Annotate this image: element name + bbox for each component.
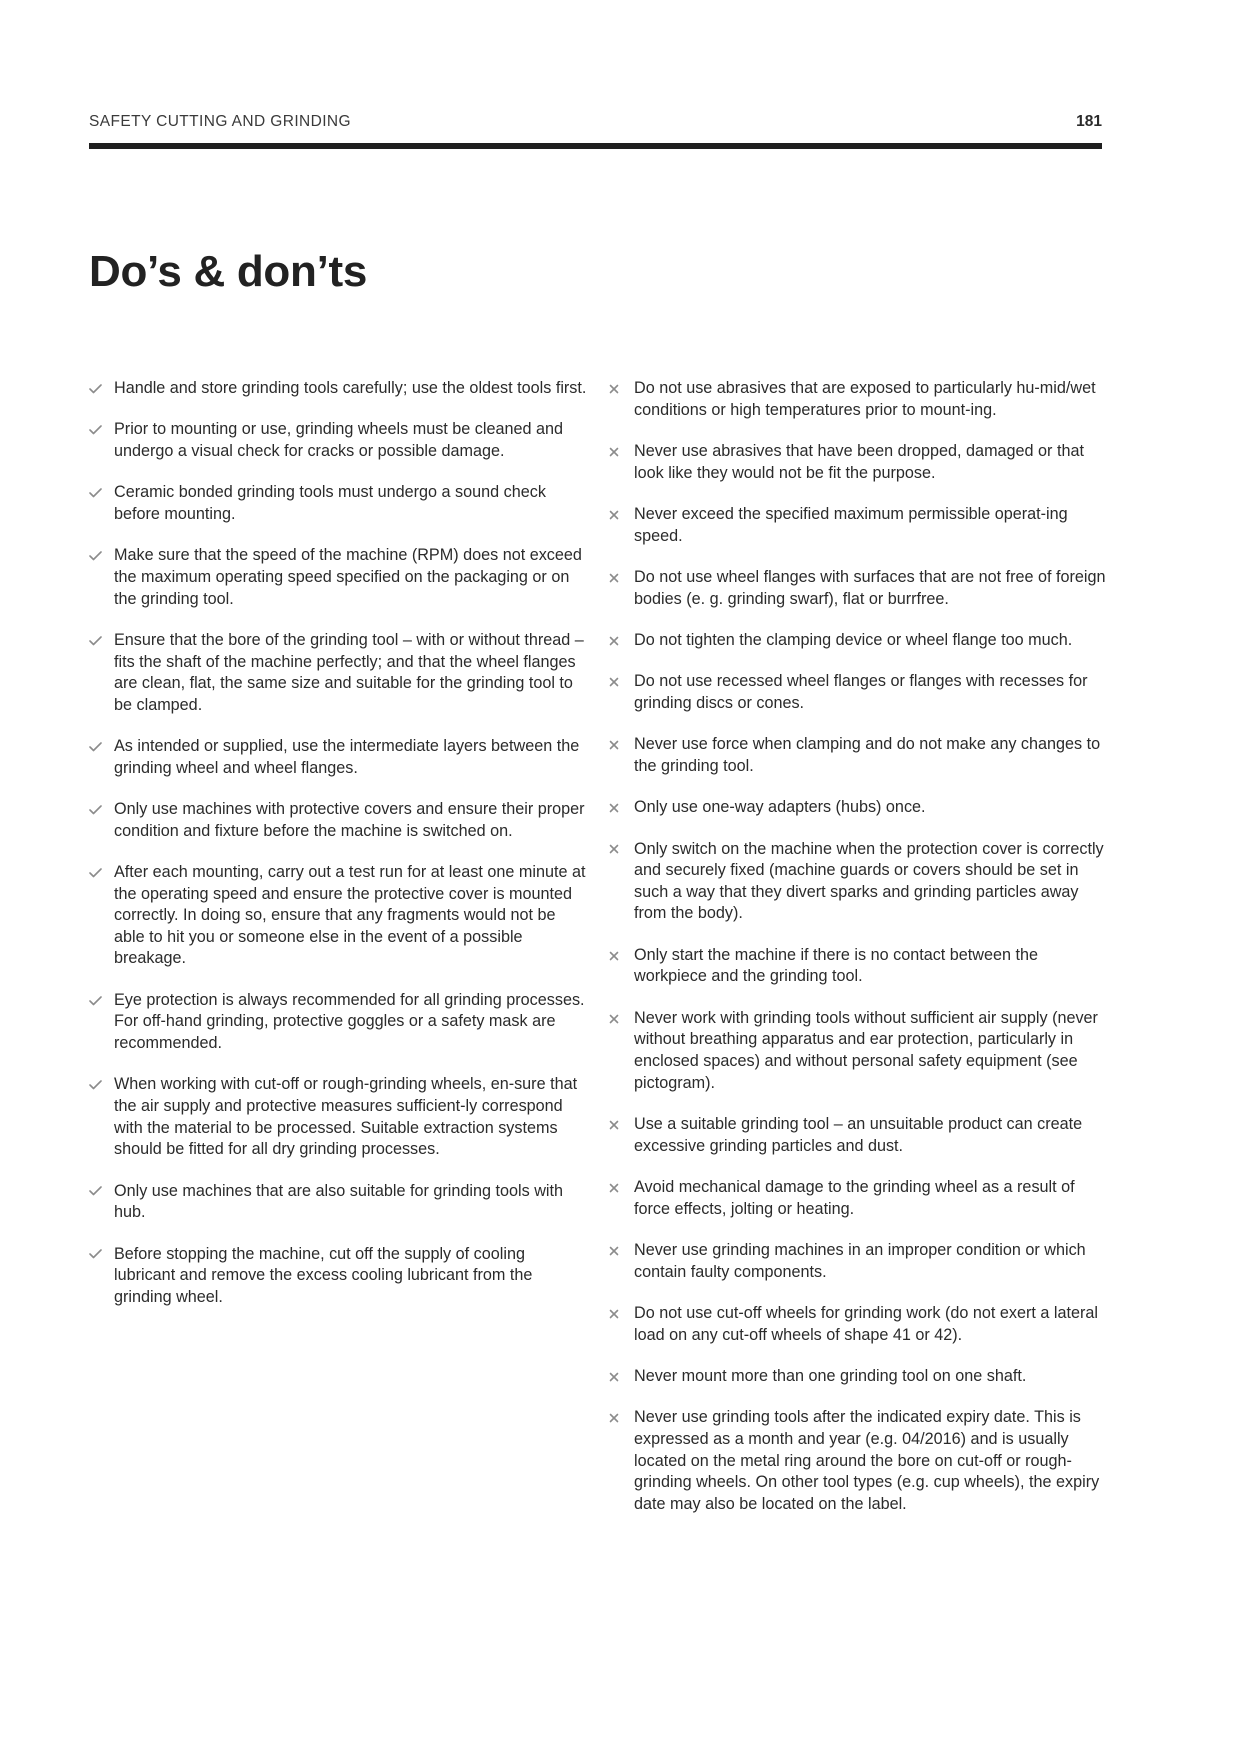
dont-item (609, 671, 1109, 714)
cross-icon (609, 945, 625, 967)
dont-item (609, 378, 1109, 421)
dont-item (609, 630, 1109, 652)
cross-icon (609, 734, 625, 756)
check-icon (89, 862, 105, 884)
cross-icon (609, 1407, 625, 1429)
dont-item (609, 1303, 1109, 1346)
cross-icon (609, 1114, 625, 1136)
do-item-text: Only use machines with protective covers and ensure their proper condition and fixture before the machine is switched on. (114, 800, 585, 840)
do-item (89, 1074, 589, 1160)
do-item (89, 1244, 589, 1309)
cross-icon (609, 671, 625, 693)
running-header (89, 113, 1102, 135)
dont-item-text: Only start the machine if there is no contact between the workpiece and the grinding tool. (634, 945, 1039, 986)
dont-item-text: Do not use wheel flanges with surfaces that are not free of foreign bodies (e. g. grinding swarf), flat or burrfree. (634, 567, 1106, 608)
dont-item (609, 567, 1109, 610)
running-title: SAFETY CUTTING AND GRINDING (89, 113, 351, 130)
dont-item-text: Do not use abrasives that are exposed to particularly hu-mid/wet conditions or high temperatures prior to mount-ing. (634, 379, 1096, 419)
do-item (89, 630, 589, 716)
dont-item-text: Do not use recessed wheel flanges or flanges with recesses for grinding discs or cones. (634, 672, 1088, 712)
dont-item (609, 1114, 1109, 1157)
do-item-text: When working with cut-off or rough-grinding wheels, en-sure that the air supply and protective measures sufficient-ly correspond with the material to be processed. Suitable extraction systems should be fitted for all dry grinding processes. (114, 1075, 578, 1159)
page-number: 181 (1076, 113, 1102, 130)
page-title: Do’s & don’ts (89, 247, 368, 296)
check-icon (89, 545, 105, 567)
do-item (89, 545, 589, 610)
cross-icon (609, 441, 625, 463)
cross-icon (609, 1240, 625, 1262)
check-icon (89, 1181, 105, 1203)
do-item-text: After each mounting, carry out a test run for at least one minute at the operating speed and ensure the protective cover is mounted correctly. In doing so, ensure that any fragments would not be able to hit you or someone else in the event of a possible breakage. (114, 863, 586, 968)
dont-item (609, 1240, 1109, 1283)
cross-icon (609, 1008, 625, 1030)
dos-list (89, 378, 589, 1328)
dont-item (609, 1008, 1109, 1094)
do-item-text: Ensure that the bore of the grinding tool – with or without thread – fits the shaft of the machine perfectly; and that the wheel flanges are clean, flat, the same size and suitable for the grinding tool to be clamped. (114, 630, 584, 714)
do-item-text: As intended or supplied, use the intermediate layers between the grinding wheel and wheel flanges. (114, 737, 580, 777)
cross-icon (609, 1366, 625, 1388)
cross-icon (609, 1177, 625, 1199)
dont-item-text: Never use grinding machines in an improper condition or which contain faulty components. (634, 1240, 1086, 1281)
check-icon (89, 378, 105, 400)
dont-item (609, 441, 1109, 484)
dont-item (609, 734, 1109, 777)
check-icon (89, 1074, 105, 1096)
do-item (89, 862, 589, 970)
dont-item-text: Never use abrasives that have been dropped, damaged or that look like they would not be fit the purpose. (634, 441, 1084, 482)
dont-item-text: Never work with grinding tools without sufficient air supply (never without breathing apparatus and ear protection, particularly in enclosed spaces) and without personal safety equipment (see pictogram). (634, 1008, 1098, 1092)
dont-item-text: Never use grinding tools after the indicated expiry date. This is expressed as a month and year (e.g. 04/2016) and is usually located on the metal ring around the bore on cut-off or rough-grinding wheels. On other tool types (e.g. cup wheels), the expiry date may also be located on the label. (634, 1408, 1100, 1513)
dont-item (609, 1366, 1109, 1388)
dont-item-text: Avoid mechanical damage to the grinding wheel as a result of force effects, jolting or heating. (634, 1178, 1075, 1218)
do-item-text: Eye protection is always recommended for all grinding processes. For off-hand grinding, protective goggles or a safety mask are recommended. (114, 990, 585, 1053)
cross-icon (609, 567, 625, 589)
do-item (89, 990, 589, 1055)
cross-icon (609, 797, 625, 819)
dont-item-text: Do not use cut-off wheels for grinding work (do not exert a lateral load on any cut-off wheels of shape 41 or 42). (634, 1303, 1098, 1344)
donts-list (609, 378, 1109, 1535)
dont-item-text: Only use one-way adapters (hubs) once. (634, 798, 926, 817)
do-item (89, 378, 589, 400)
do-item-text: Make sure that the speed of the machine (RPM) does not exceed the maximum operating speed specified on the packaging or on the grinding tool. (114, 546, 582, 608)
dont-item (609, 1177, 1109, 1220)
cross-icon (609, 378, 625, 400)
dont-item-text: Never mount more than one grinding tool on one shaft. (634, 1366, 1027, 1385)
cross-icon (609, 630, 625, 652)
do-item-text: Ceramic bonded grinding tools must undergo a sound check before mounting. (114, 483, 546, 523)
do-item-text: Before stopping the machine, cut off the supply of cooling lubricant and remove the excess cooling lubricant from the grinding wheel. (114, 1244, 533, 1306)
check-icon (89, 990, 105, 1012)
dont-item (609, 504, 1109, 547)
check-icon (89, 1244, 105, 1266)
dont-item-text: Never use force when clamping and do not make any changes to the grinding tool. (634, 735, 1101, 775)
do-item (89, 736, 589, 779)
dont-item-text: Never exceed the specified maximum permissible operat-ing speed. (634, 504, 1068, 545)
dont-item (609, 797, 1109, 819)
check-icon (89, 482, 105, 504)
cross-icon (609, 839, 625, 861)
check-icon (89, 799, 105, 821)
dont-item (609, 839, 1109, 925)
do-item (89, 419, 589, 462)
do-item (89, 482, 589, 525)
do-item-text: Handle and store grinding tools carefully; use the oldest tools first. (114, 379, 587, 397)
dont-item (609, 945, 1109, 988)
cross-icon (609, 1303, 625, 1325)
dont-item-text: Use a suitable grinding tool – an unsuitable product can create excessive grinding particles and dust. (634, 1115, 1083, 1155)
cross-icon (609, 504, 625, 526)
do-item-text: Prior to mounting or use, grinding wheels must be cleaned and undergo a visual check for cracks or possible damage. (114, 420, 564, 460)
dont-item-text: Only switch on the machine when the protection cover is correctly and securely fixed (machine guards or covers should be set in such a way that they divert sparks and grinding particles away from the body). (634, 839, 1104, 923)
check-icon (89, 736, 105, 758)
header-rule (89, 143, 1102, 149)
dont-item (609, 1407, 1109, 1515)
dont-item-text: Do not tighten the clamping device or wheel flange too much. (634, 630, 1073, 649)
do-item (89, 799, 589, 842)
check-icon (89, 630, 105, 652)
do-item-text: Only use machines that are also suitable for grinding tools with hub. (114, 1181, 563, 1222)
check-icon (89, 419, 105, 441)
do-item (89, 1181, 589, 1224)
